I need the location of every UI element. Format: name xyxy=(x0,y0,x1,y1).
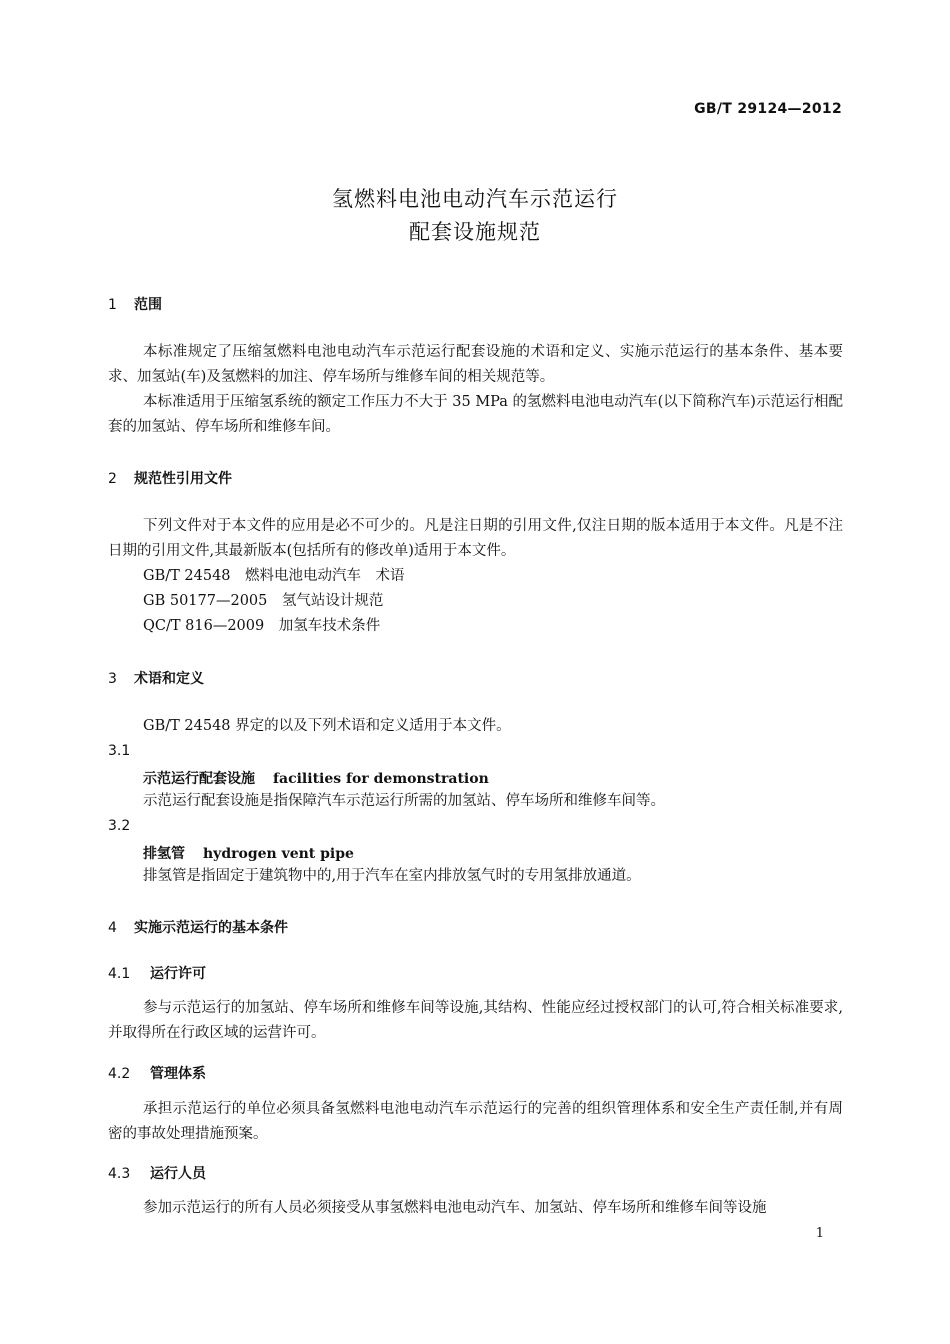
subsection-4-3-heading xyxy=(108,1163,206,1183)
subsection-number: 4.1 xyxy=(108,966,131,982)
page-number: 1 xyxy=(815,1226,824,1241)
normative-reference-3: QC/T 816—2009 加氢车技术条件 xyxy=(143,618,381,634)
term-number: 3.1 xyxy=(108,743,131,759)
subsection-title: 运行人员 xyxy=(150,1166,206,1182)
normative-reference-1: GB/T 24548 燃料电池电动汽车 术语 xyxy=(143,568,405,584)
section-2-heading xyxy=(108,468,232,488)
section-title: 规范性引用文件 xyxy=(134,471,232,487)
term-definition: 示范运行配套设施是指保障汽车示范运行所需的加氢站、停车场所和维修车间等。 xyxy=(143,793,665,809)
subsection-number: 4.3 xyxy=(108,1166,131,1182)
section-number: 4 xyxy=(108,920,117,936)
section-title: 术语和定义 xyxy=(134,671,204,687)
section-title: 范围 xyxy=(134,297,162,313)
term-heading xyxy=(143,843,354,863)
standard-code: GB/T 29124—2012 xyxy=(694,101,842,117)
subsection-title: 运行许可 xyxy=(150,966,206,982)
section-1-paragraph-2: 本标准适用于压缩氢系统的额定工作压力不大于 35 MPa 的氢燃料电池电动汽车(以下简称汽车)示范运行相配套的加氢站、停车场所和维修车间。 xyxy=(108,394,843,435)
term-zh: 示范运行配套设施 xyxy=(143,771,255,787)
subsection-4-1-heading xyxy=(108,963,206,983)
section-number: 2 xyxy=(108,471,117,487)
section-1-paragraph-1: 本标准规定了压缩氢燃料电池电动汽车示范运行配套设施的术语和定义、实施示范运行的基本条件、基本要求、加氢站(车)及氢燃料的加注、停车场所与维修车间的相关规范等。 xyxy=(108,344,843,385)
section-number: 1 xyxy=(108,297,117,313)
section-4-heading xyxy=(108,917,288,937)
subsection-4-1-paragraph: 参与示范运行的加氢站、停车场所和维修车间等设施,其结构、性能应经过授权部门的认可,符合相关标准要求,并取得所在行政区域的运营许可。 xyxy=(108,1000,843,1041)
document-title-line2: 配套设施规范 xyxy=(409,220,541,244)
subsection-4-3-paragraph: 参加示范运行的所有人员必须接受从事氢燃料电池电动汽车、加氢站、停车场所和维修车间等设施 xyxy=(143,1200,767,1216)
section-1-heading xyxy=(108,294,162,314)
term-en: hydrogen vent pipe xyxy=(203,846,354,862)
subsection-4-2-heading xyxy=(108,1063,206,1083)
document-title-line1: 氢燃料电池电动汽车示范运行 xyxy=(332,187,618,211)
normative-reference-2: GB 50177—2005 氢气站设计规范 xyxy=(143,593,384,609)
section-3-intro: GB/T 24548 界定的以及下列术语和定义适用于本文件。 xyxy=(143,718,511,734)
term-number: 3.2 xyxy=(108,818,131,834)
term-heading xyxy=(143,768,489,788)
subsection-number: 4.2 xyxy=(108,1066,131,1082)
subsection-title: 管理体系 xyxy=(150,1066,206,1082)
section-title: 实施示范运行的基本条件 xyxy=(134,920,288,936)
section-3-heading xyxy=(108,668,204,688)
term-en: facilities for demonstration xyxy=(273,771,489,787)
term-zh: 排氢管 xyxy=(143,846,185,862)
section-2-paragraph: 下列文件对于本文件的应用是必不可少的。凡是注日期的引用文件,仅注日期的版本适用于本文件。凡是不注日期的引用文件,其最新版本(包括所有的修改单)适用于本文件。 xyxy=(108,518,843,559)
section-number: 3 xyxy=(108,671,117,687)
term-definition: 排氢管是指固定于建筑物中的,用于汽车在室内排放氢气时的专用氢排放通道。 xyxy=(143,868,641,884)
subsection-4-2-paragraph: 承担示范运行的单位必须具备氢燃料电池电动汽车示范运行的完善的组织管理体系和安全生产责任制,并有周密的事故处理措施预案。 xyxy=(108,1101,843,1142)
